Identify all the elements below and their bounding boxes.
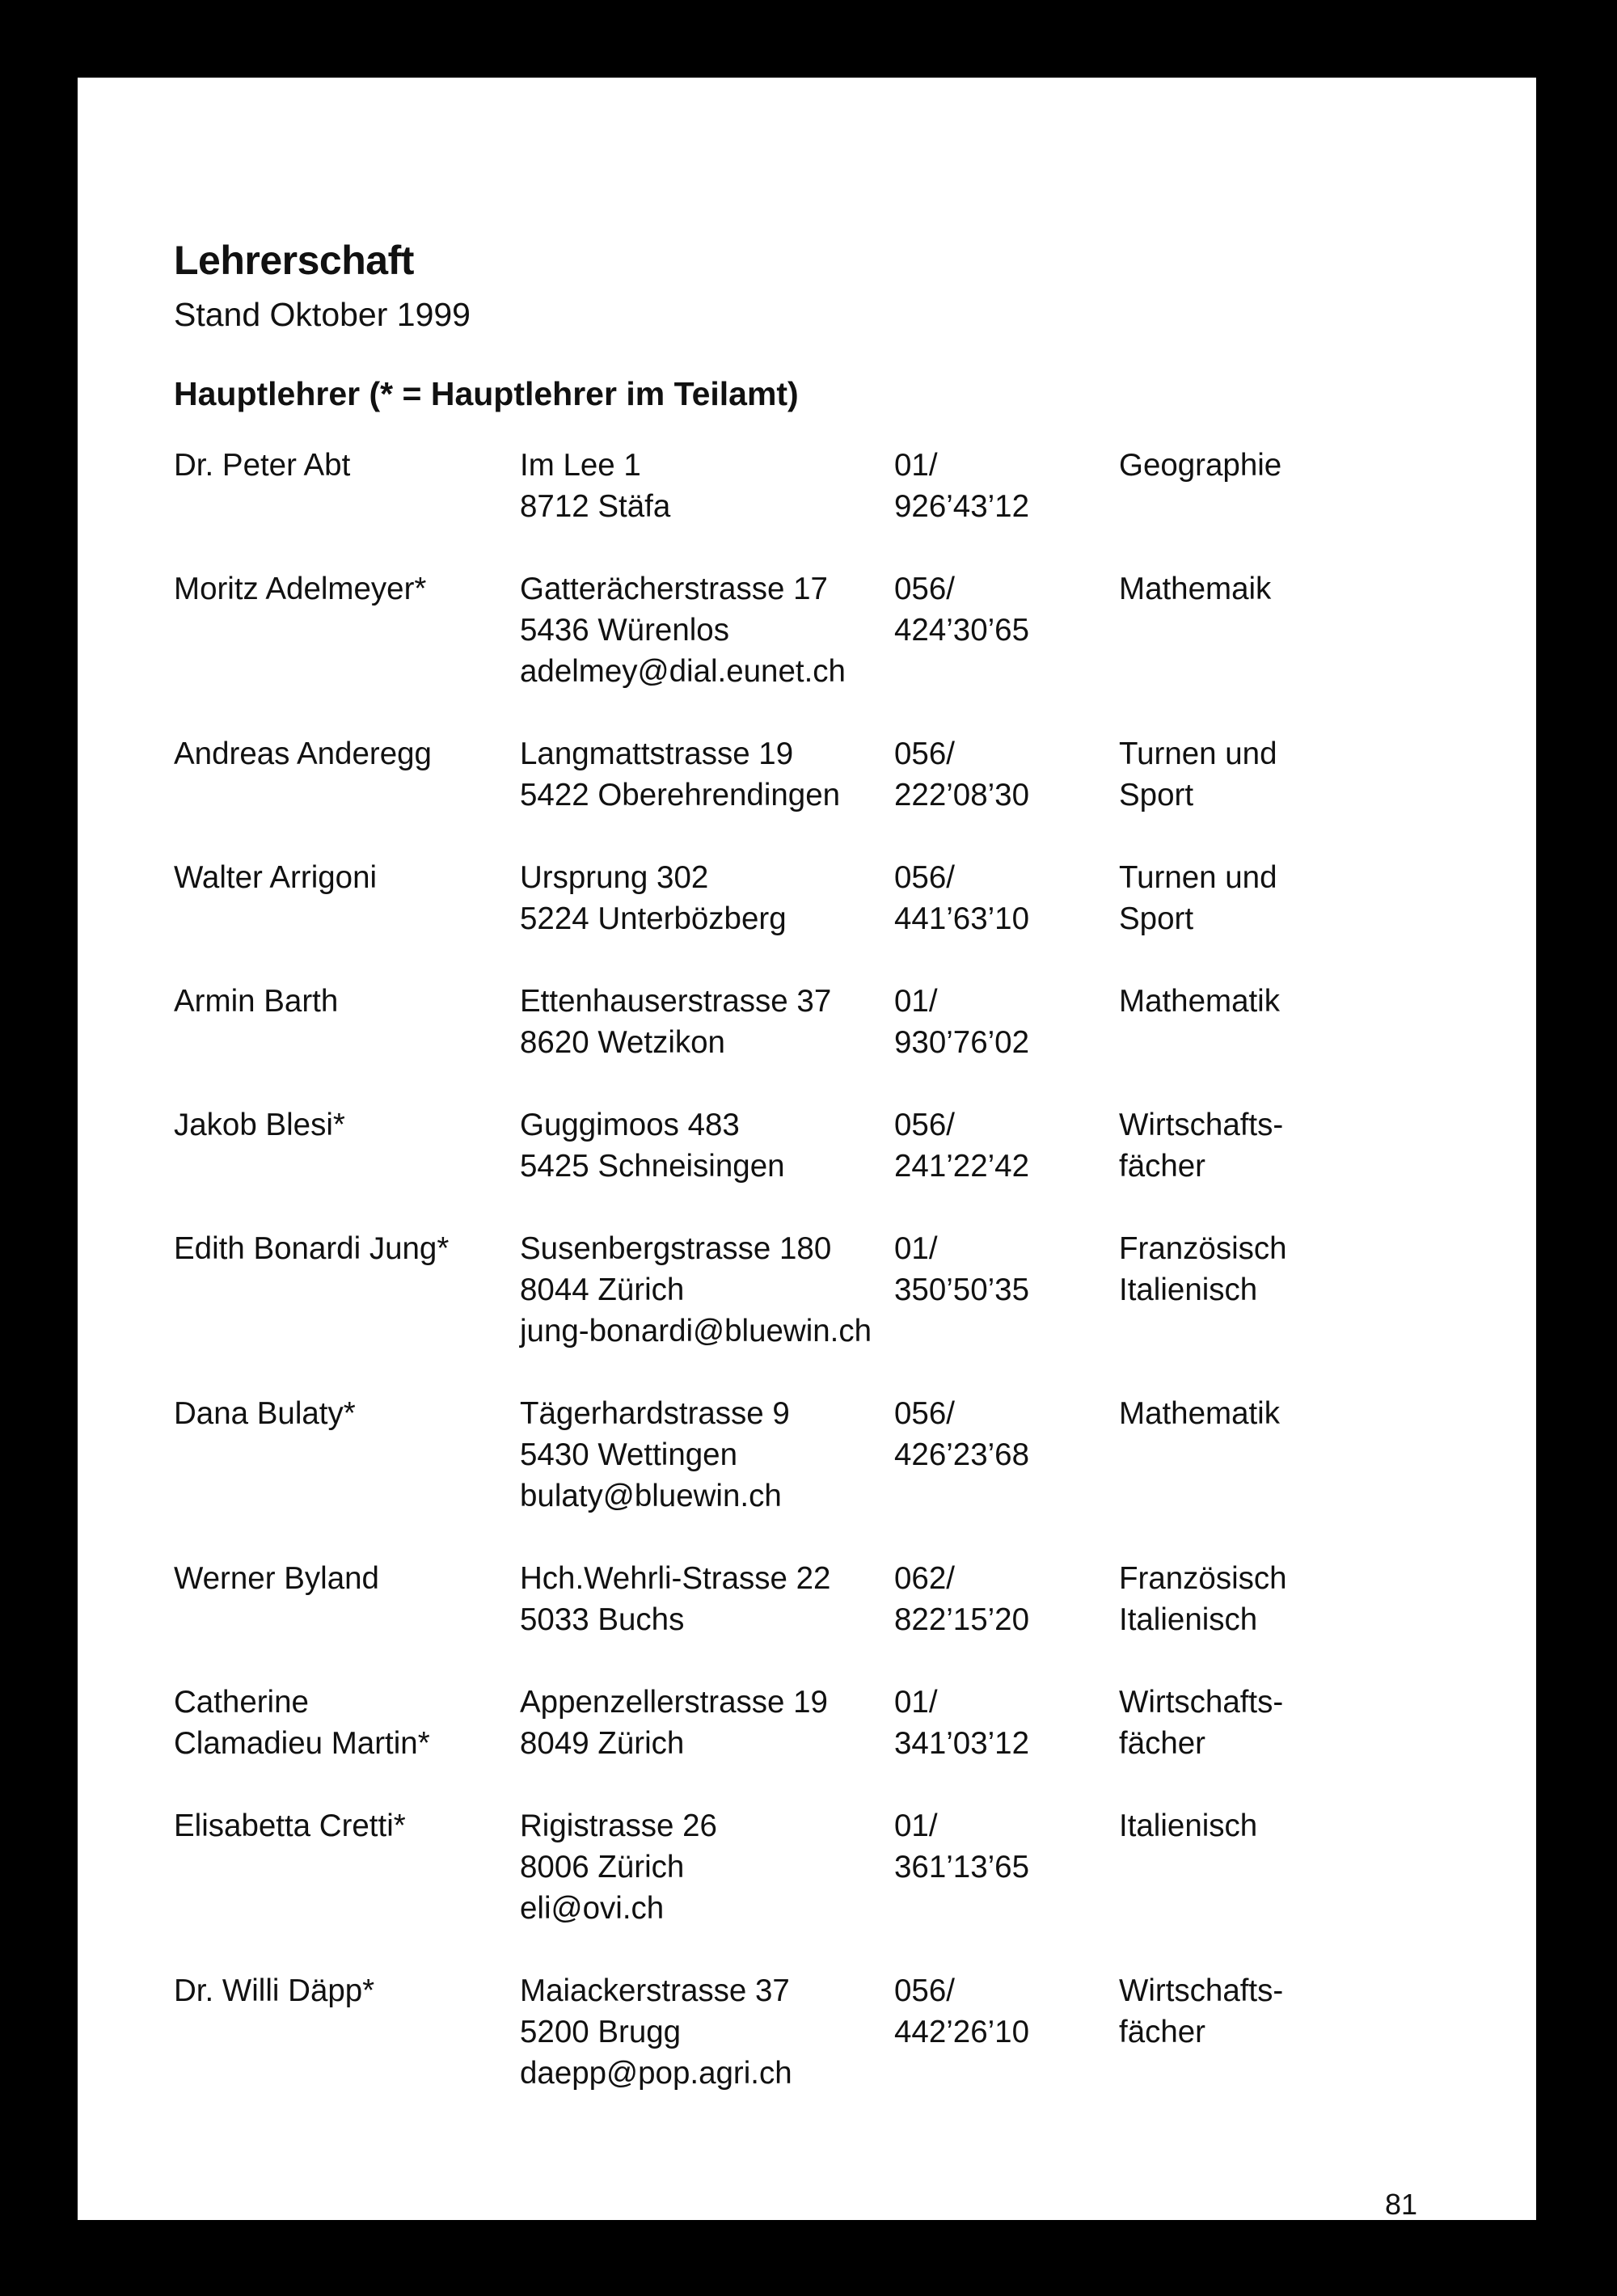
teacher-phone-line: 822’15’20	[894, 1602, 1029, 1637]
teacher-phone	[894, 1228, 1119, 1352]
teacher-address-line: Gatterächerstrasse 17	[520, 572, 828, 606]
teacher-subject	[1119, 733, 1362, 816]
teacher-phone	[894, 1558, 1119, 1640]
teacher-phone	[894, 857, 1119, 939]
teacher-address-line: Susenbergstrasse 180	[520, 1231, 832, 1266]
teacher-entry	[174, 1558, 1516, 1640]
teacher-subject	[1119, 981, 1362, 1063]
section-heading: Hauptlehrer (* = Hauptlehrer im Teilamt)	[174, 375, 799, 412]
teacher-subject	[1119, 1970, 1362, 2094]
teacher-entry	[174, 1393, 1516, 1517]
teacher-phone-line: 056/	[894, 1108, 955, 1142]
teacher-address-line: 5436 Würenlos	[520, 613, 729, 648]
teacher-phone	[894, 1970, 1119, 2094]
teacher-subject-line: Wirtschafts-	[1119, 1685, 1284, 1720]
teacher-address	[520, 981, 894, 1063]
teacher-subject-line: Sport	[1119, 778, 1194, 812]
teacher-phone-line: 056/	[894, 572, 955, 606]
teacher-phone-line: 062/	[894, 1561, 955, 1596]
teacher-entry	[174, 445, 1516, 527]
teacher-address	[520, 568, 894, 692]
teacher-subject	[1119, 1558, 1362, 1640]
teacher-phone	[894, 733, 1119, 816]
teacher-subject-line: Italienisch	[1119, 1809, 1258, 1843]
teacher-address	[520, 1228, 894, 1352]
teacher-address-line: jung-bonardi@bluewin.ch	[520, 1314, 872, 1348]
teacher-subject	[1119, 1393, 1362, 1517]
teacher-address-line: Langmattstrasse 19	[520, 736, 794, 771]
teacher-name-line: Armin Barth	[174, 984, 339, 1019]
teacher-subject-line: Sport	[1119, 901, 1194, 936]
teacher-entry	[174, 857, 1516, 939]
teacher-name-line: Moritz Adelmeyer*	[174, 572, 427, 606]
teacher-subject-line: Französisch	[1119, 1231, 1287, 1266]
teacher-subject	[1119, 857, 1362, 939]
teacher-name	[174, 568, 520, 692]
teacher-phone-line: 426’23’68	[894, 1437, 1029, 1472]
teacher-subject	[1119, 1682, 1362, 1764]
teacher-subject	[1119, 1805, 1362, 1929]
teacher-subject-line: Geographie	[1119, 448, 1282, 483]
teacher-address-line: 5224 Unterbözberg	[520, 901, 787, 936]
teacher-phone-line: 01/	[894, 1809, 938, 1843]
teacher-phone-line: 441’63’10	[894, 901, 1029, 936]
teacher-address	[520, 733, 894, 816]
teacher-entry	[174, 1228, 1516, 1352]
teacher-phone-line: 056/	[894, 860, 955, 895]
teacher-name	[174, 1970, 520, 2094]
teacher-address-line: daepp@pop.agri.ch	[520, 2056, 792, 2091]
teacher-name-line: Elisabetta Cretti*	[174, 1809, 406, 1843]
teacher-entry	[174, 1104, 1516, 1187]
page-subtitle: Stand Oktober 1999	[174, 296, 471, 333]
teacher-subject-line: Mathematik	[1119, 1396, 1280, 1431]
teacher-subject	[1119, 445, 1362, 527]
teacher-address	[520, 445, 894, 527]
teacher-subject-line: Italienisch	[1119, 1602, 1258, 1637]
teacher-phone	[894, 1393, 1119, 1517]
teacher-name	[174, 1393, 520, 1517]
teacher-phone	[894, 981, 1119, 1063]
teacher-address-line: 5200 Brugg	[520, 2015, 682, 2049]
teacher-address-line: Maiackerstrasse 37	[520, 1973, 790, 2008]
teacher-subject	[1119, 1228, 1362, 1352]
teacher-name	[174, 1558, 520, 1640]
teacher-name	[174, 981, 520, 1063]
teacher-name	[174, 1104, 520, 1187]
teacher-name-line: Clamadieu Martin*	[174, 1726, 430, 1761]
teacher-name	[174, 1805, 520, 1929]
teacher-phone-line: 361’13’65	[894, 1850, 1029, 1884]
teacher-address-line: 8006 Zürich	[520, 1850, 685, 1884]
teacher-address-line: bulaty@bluewin.ch	[520, 1479, 782, 1513]
teacher-list	[174, 445, 1516, 2135]
teacher-subject-line: Mathemaik	[1119, 572, 1272, 606]
teacher-address-line: 5430 Wettingen	[520, 1437, 737, 1472]
teacher-subject-line: fächer	[1119, 1149, 1206, 1184]
teacher-phone	[894, 568, 1119, 692]
teacher-name	[174, 1228, 520, 1352]
teacher-entry	[174, 981, 1516, 1063]
teacher-subject-line: fächer	[1119, 2015, 1206, 2049]
teacher-address-line: Ursprung 302	[520, 860, 709, 895]
teacher-subject	[1119, 1104, 1362, 1187]
teacher-phone-line: 01/	[894, 1231, 938, 1266]
teacher-phone-line: 350’50’35	[894, 1273, 1029, 1307]
teacher-phone-line: 930’76’02	[894, 1025, 1029, 1060]
teacher-subject-line: Französisch	[1119, 1561, 1287, 1596]
teacher-address-line: 8049 Zürich	[520, 1726, 685, 1761]
teacher-phone-line: 442’26’10	[894, 2015, 1029, 2049]
teacher-name	[174, 445, 520, 527]
teacher-address-line: Guggimoos 483	[520, 1108, 740, 1142]
teacher-address-line: 8044 Zürich	[520, 1273, 685, 1307]
teacher-name-line: Werner Byland	[174, 1561, 379, 1596]
teacher-phone-line: 241’22’42	[894, 1149, 1029, 1184]
teacher-name	[174, 1682, 520, 1764]
teacher-address	[520, 1682, 894, 1764]
teacher-subject-line: Mathematik	[1119, 984, 1280, 1019]
teacher-address-line: 8712 Stäfa	[520, 489, 671, 524]
teacher-phone-line: 056/	[894, 1396, 955, 1431]
teacher-entry	[174, 1682, 1516, 1764]
teacher-phone	[894, 1682, 1119, 1764]
teacher-name-line: Dr. Peter Abt	[174, 448, 351, 483]
teacher-name-line: Jakob Blesi*	[174, 1108, 345, 1142]
teacher-address-line: Im Lee 1	[520, 448, 641, 483]
teacher-address-line: Hch.Wehrli-Strasse 22	[520, 1561, 831, 1596]
teacher-address-line: Tägerhardstrasse 9	[520, 1396, 790, 1431]
teacher-address-line: eli@ovi.ch	[520, 1891, 665, 1926]
teacher-address	[520, 1393, 894, 1517]
teacher-address-line: 8620 Wetzikon	[520, 1025, 725, 1060]
teacher-name-line: Walter Arrigoni	[174, 860, 378, 895]
teacher-entry	[174, 733, 1516, 816]
page-number: 81	[1385, 2188, 1418, 2221]
teacher-entry	[174, 1970, 1516, 2094]
teacher-phone	[894, 1104, 1119, 1187]
teacher-subject-line: Turnen und	[1119, 736, 1277, 771]
document-page	[78, 78, 1536, 2220]
teacher-address	[520, 1805, 894, 1929]
teacher-phone-line: 926’43’12	[894, 489, 1029, 524]
teacher-name-line: Dana Bulaty*	[174, 1396, 356, 1431]
teacher-name	[174, 857, 520, 939]
teacher-phone-line: 01/	[894, 1685, 938, 1720]
teacher-phone-line: 341’03’12	[894, 1726, 1029, 1761]
teacher-phone-line: 01/	[894, 984, 938, 1019]
teacher-phone-line: 01/	[894, 448, 938, 483]
teacher-address-line: 5425 Schneisingen	[520, 1149, 785, 1184]
teacher-phone	[894, 1805, 1119, 1929]
teacher-address-line: 5422 Oberehrendingen	[520, 778, 841, 812]
teacher-subject-line: Wirtschafts-	[1119, 1973, 1284, 2008]
teacher-phone-line: 056/	[894, 736, 955, 771]
teacher-phone-line: 424’30’65	[894, 613, 1029, 648]
teacher-phone	[894, 445, 1119, 527]
teacher-address-line: Appenzellerstrasse 19	[520, 1685, 828, 1720]
teacher-entry	[174, 1805, 1516, 1929]
teacher-address	[520, 857, 894, 939]
teacher-subject-line: Turnen und	[1119, 860, 1277, 895]
teacher-entry	[174, 568, 1516, 692]
teacher-subject-line: fächer	[1119, 1726, 1206, 1761]
teacher-address-line: adelmey@dial.eunet.ch	[520, 654, 846, 689]
teacher-address-line: 5033 Buchs	[520, 1602, 685, 1637]
teacher-address-line: Rigistrasse 26	[520, 1809, 717, 1843]
teacher-address-line: Ettenhauserstrasse 37	[520, 984, 832, 1019]
teacher-subject	[1119, 568, 1362, 692]
teacher-name-line: Catherine	[174, 1685, 309, 1720]
teacher-address	[520, 1558, 894, 1640]
teacher-name	[174, 733, 520, 816]
teacher-subject-line: Italienisch	[1119, 1273, 1258, 1307]
teacher-subject-line: Wirtschafts-	[1119, 1108, 1284, 1142]
page-title: Lehrerschaft	[174, 238, 414, 283]
teacher-address	[520, 1104, 894, 1187]
teacher-name-line: Edith Bonardi Jung*	[174, 1231, 450, 1266]
teacher-name-line: Andreas Anderegg	[174, 736, 432, 771]
teacher-phone-line: 222’08’30	[894, 778, 1029, 812]
teacher-address	[520, 1970, 894, 2094]
teacher-name-line: Dr. Willi Däpp*	[174, 1973, 375, 2008]
teacher-phone-line: 056/	[894, 1973, 955, 2008]
